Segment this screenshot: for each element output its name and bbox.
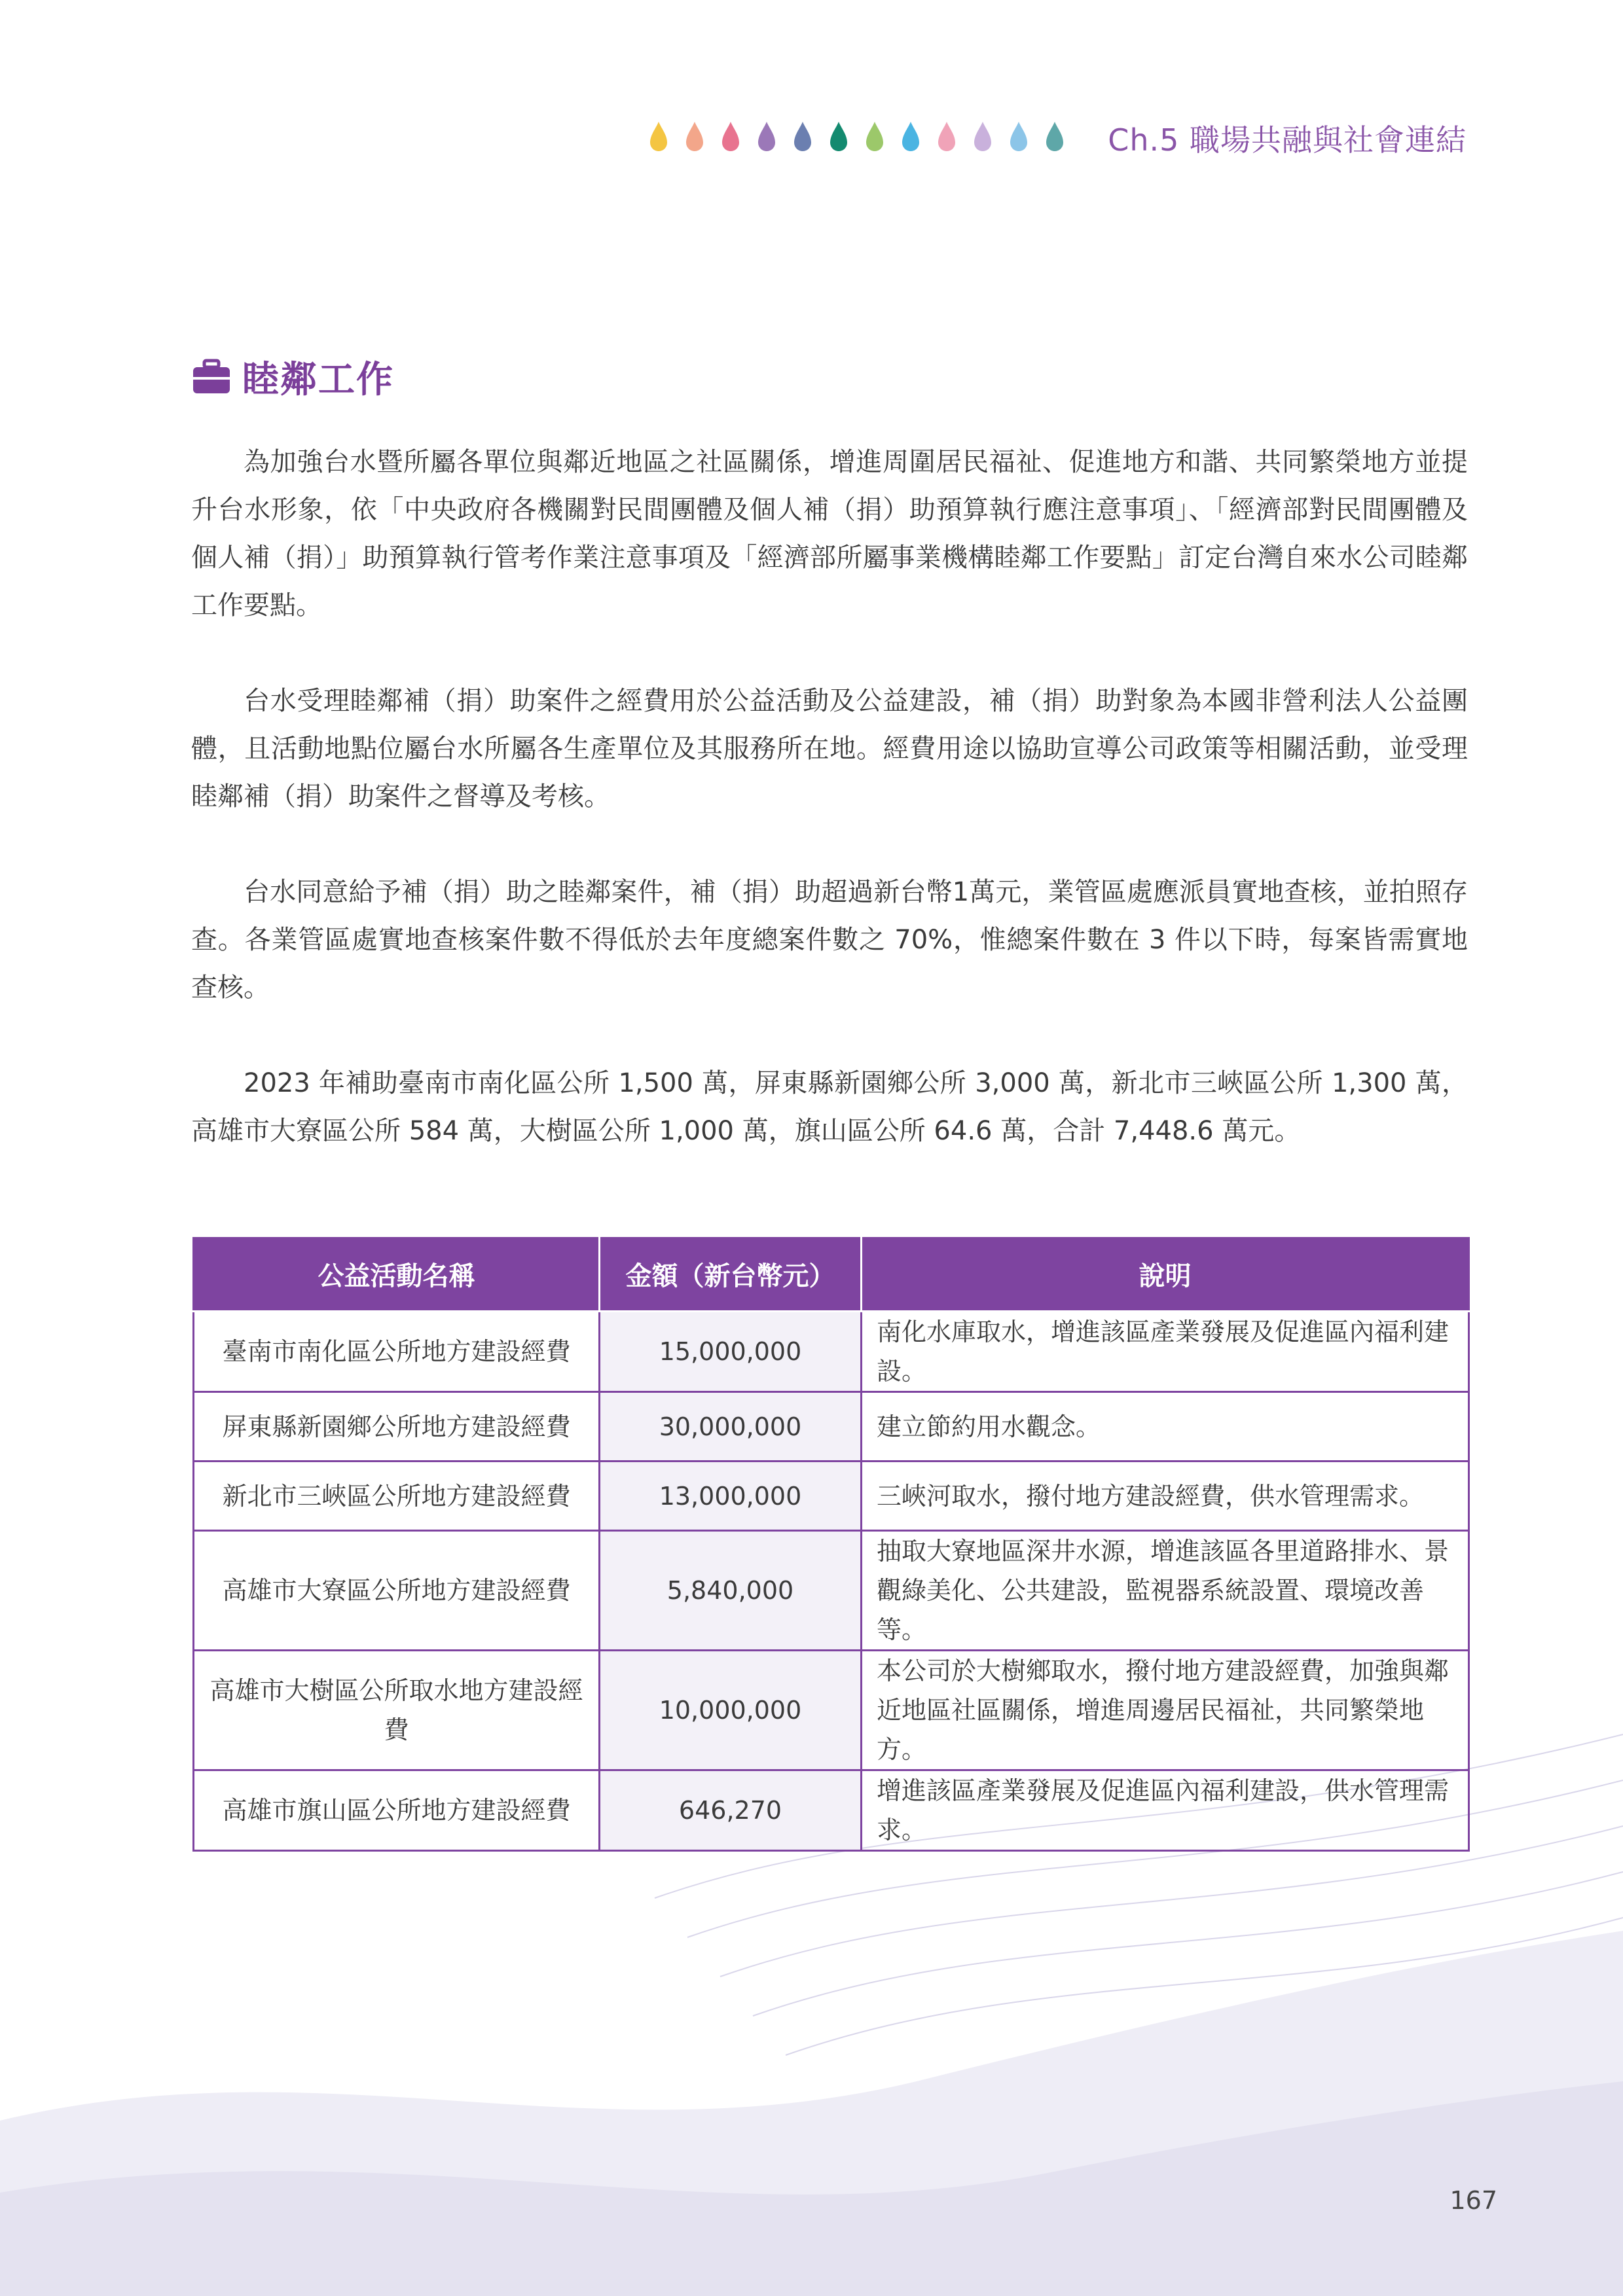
table-row xyxy=(194,1392,1469,1462)
row-description: 建立節約用水觀念。 xyxy=(862,1392,1469,1462)
page-number: 167 xyxy=(1450,2186,1497,2215)
section-heading xyxy=(191,351,394,403)
row-description: 南化水庫取水，增進該區產業發展及促進區內福利建設。 xyxy=(862,1312,1469,1392)
table-row xyxy=(194,1462,1469,1531)
page-header xyxy=(642,111,1467,164)
row-name: 新北市三峽區公所地方建設經費 xyxy=(194,1462,600,1531)
table-row xyxy=(194,1531,1469,1651)
briefcase-icon xyxy=(191,357,232,397)
color-drop-icon xyxy=(1046,122,1063,151)
color-drop-icon xyxy=(866,122,883,151)
color-drop-icon xyxy=(794,122,811,151)
row-amount: 13,000,000 xyxy=(600,1462,862,1531)
paragraph-2: 台水受理睦鄰補（捐）助案件之經費用於公益活動及公益建設，補（捐）助對象為本國非營利法人公益團體，且活動地點位屬台水所屬各生產單位及其服務所在地。經費用途以協助宣導公司政策等相關活動，並受理睦鄰補（捐）助案件之督導及考核。 xyxy=(191,686,1468,812)
row-amount: 10,000,000 xyxy=(600,1651,862,1770)
color-drops-icon xyxy=(642,118,1087,157)
section-title: 睦鄰工作 xyxy=(242,359,394,401)
color-drop-icon xyxy=(1010,122,1027,151)
table-row xyxy=(194,1651,1469,1770)
color-drop-icon xyxy=(650,122,667,151)
row-amount: 646,270 xyxy=(600,1770,862,1851)
table-row xyxy=(194,1770,1469,1851)
color-drop-icon xyxy=(830,122,847,151)
subsidy-table xyxy=(192,1237,1468,1852)
header-activity-name: 公益活動名稱 xyxy=(194,1237,600,1312)
color-drop-icon xyxy=(722,122,739,151)
row-name: 屏東縣新園鄉公所地方建設經費 xyxy=(194,1392,600,1462)
paragraph-3: 台水同意給予補（捐）助之睦鄰案件，補（捐）助超過新台幣1萬元，業管區處應派員實地查核，並拍照存查。各業管區處實地查核案件數不得低於去年度總案件數之 70%，惟總案件數在 3 件以下時，每案皆需實地查核。 xyxy=(191,877,1468,1003)
paragraph-4: 2023 年補助臺南市南化區公所 1,500 萬，屏東縣新園鄉公所 3,000 萬，新北市三峽區公所 1,300 萬，高雄市大寮區公所 584 萬，大樹區公所 1,000 萬，旗山區公所 64.6 萬，合計 7,448.6 萬元。 xyxy=(191,1068,1468,1146)
header-description: 說明 xyxy=(862,1237,1469,1312)
row-amount: 15,000,000 xyxy=(600,1312,862,1392)
row-name: 高雄市大樹區公所取水地方建設經費 xyxy=(194,1651,600,1770)
row-amount: 5,840,000 xyxy=(600,1531,862,1651)
row-description: 抽取大寮地區深井水源，增進該區各里道路排水、景觀綠美化、公共建設，監視器系統設置、環境改善等。 xyxy=(862,1531,1469,1651)
color-drop-icon xyxy=(902,122,919,151)
color-drop-icon xyxy=(938,122,955,151)
row-description: 三峽河取水，撥付地方建設經費，供水管理需求。 xyxy=(862,1462,1469,1531)
body-text xyxy=(191,439,1468,1203)
table-row xyxy=(194,1312,1469,1392)
row-amount: 30,000,000 xyxy=(600,1392,862,1462)
color-drop-icon xyxy=(758,122,775,151)
row-description: 增進該區產業發展及促進區內福利建設，供水管理需求。 xyxy=(862,1770,1469,1851)
row-name: 高雄市旗山區公所地方建設經費 xyxy=(194,1770,600,1851)
row-description: 本公司於大樹鄉取水，撥付地方建設經費，加強與鄰近地區社區關係，增進周邊居民福祉，共同繁榮地方。 xyxy=(862,1651,1469,1770)
paragraph-1: 為加強台水暨所屬各單位與鄰近地區之社區關係，增進周圍居民福祉、促進地方和諧、共同繁榮地方並提升台水形象，依「中央政府各機關對民間團體及個人補（捐）助預算執行應注意事項」、「經濟部對民間團體及個人補（捐）」助預算執行管考作業注意事項及「經濟部所屬事業機構睦鄰工作要點」訂定台灣自來水公司睦鄰工作要點。 xyxy=(191,447,1468,620)
chapter-title: Ch.5 職場共融與社會連結 xyxy=(1108,122,1467,158)
header-amount: 金額（新台幣元） xyxy=(600,1237,862,1312)
color-drop-icon xyxy=(686,122,703,151)
row-name: 臺南市南化區公所地方建設經費 xyxy=(194,1312,600,1392)
table-header-row xyxy=(194,1237,1469,1312)
color-drop-icon xyxy=(974,122,991,151)
row-name: 高雄市大寮區公所地方建設經費 xyxy=(194,1531,600,1651)
